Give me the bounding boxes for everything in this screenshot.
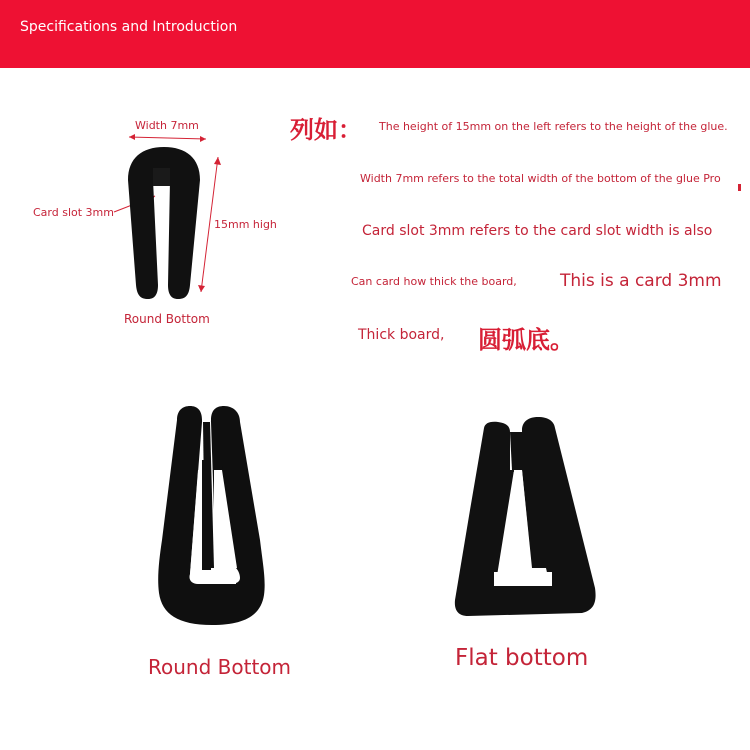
description-line-5a: Thick board,: [358, 327, 445, 343]
width-label: Width 7mm: [135, 119, 199, 132]
flat-bottom-strip-icon: [450, 410, 600, 620]
description-line-2: Width 7mm refers to the total width of the bottom of the glue Pro: [360, 172, 721, 185]
header-title: Specifications and Introduction: [20, 19, 238, 35]
edge-mark: [738, 184, 741, 191]
product-caption-flat: Flat bottom: [455, 645, 589, 671]
description-line-1: The height of 15mm on the left refers to the height of the glue.: [379, 120, 728, 133]
round-bottom-strip-icon: [150, 400, 275, 630]
description-line-5b: 圆弧底。: [478, 326, 574, 354]
diagram-strip-icon: [0, 0, 300, 340]
product-caption-round: Round Bottom: [148, 655, 291, 679]
diagram-caption: Round Bottom: [124, 312, 210, 326]
description-line-3: Card slot 3mm refers to the card slot width is also: [362, 223, 713, 239]
description-line-4a: Can card how thick the board,: [351, 275, 517, 288]
description-line-4b: This is a card 3mm: [560, 271, 722, 291]
slot-label: Card slot 3mm: [33, 206, 114, 219]
height-label: 15mm high: [214, 218, 277, 231]
description-prefix: 列如：: [290, 116, 362, 144]
